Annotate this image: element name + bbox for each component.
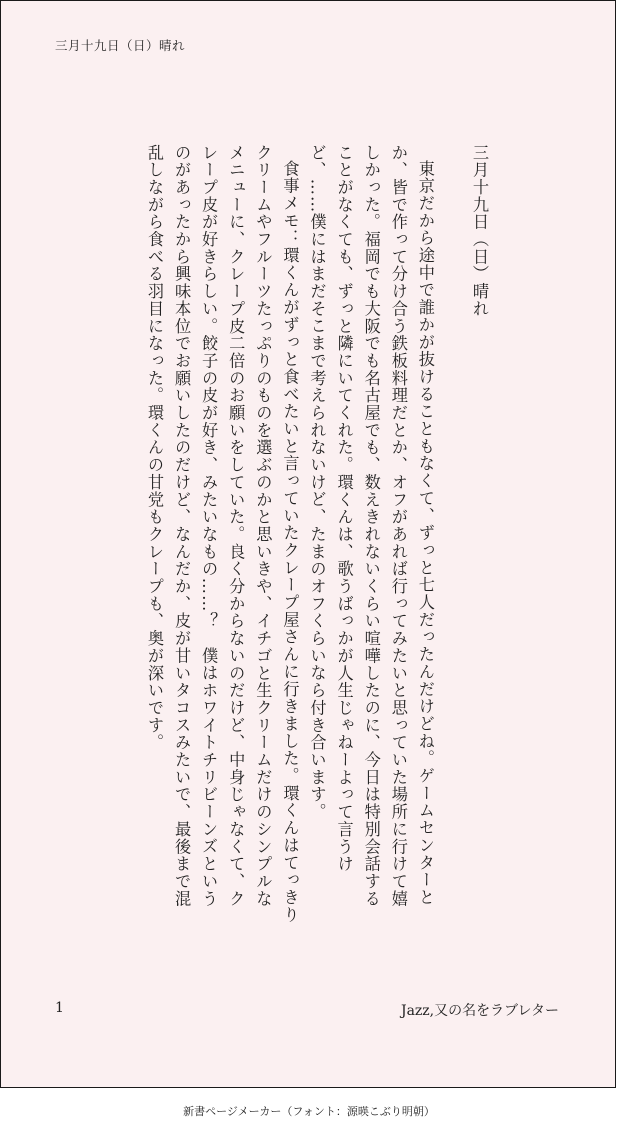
generator-caption: 新書ページメーカー（フォント：源暎こぶり明朝） <box>183 1105 435 1118</box>
running-header: 三月十九日（日）晴れ <box>55 38 186 53</box>
page-number: 1 <box>55 1000 64 1016</box>
article-title: 三月十九日（日）晴れ <box>470 144 489 318</box>
body-text <box>61 144 493 924</box>
paragraph-2: 食事メモ：環くんがずっと食べたいと言っていたクレープ屋さんに行きました。環くんはてっきりクリームやフルーツたっぷりのものを選ぶのかと思いきや、イチゴと生クリームだけのシンプルなメニューに、クレープ皮二倍のお願いをしていた。良く分からないのだけど、中身じゃなくて、クレープ皮が好きらしい。餃子の皮が好き、みたいなもの……？ 僕はホワイトチリビーンズというのがあったから興味本位でお願いしたのだけど、なんだか、皮が甘いタコスみたいで、最後まで混乱しながら食べる羽目になった。環くんの甘党もクレープも、奥が深いです。 <box>144 144 300 924</box>
paragraph-1: 東京だから途中で誰かが抜けることもなくて、ずっと七人だったんだけどね。ゲームセンターとか、皆で作って分け合う鉄板料理だとか、オフがあれば行ってみたいと思っていた場所に行けて嬉しかった。福岡でも大阪でも名古屋でも、数えきれないくらい喧嘩したのに、今日は特別会話することがなくても、ずっと隣にいてくれた。環くんは、歌うばっかが人生じゃねーよって言うけど、……僕にはまだそこまで考えられないけど、たまのオフくらいなら付き合います。 <box>307 144 435 908</box>
book-title: Jazz,又の名をラブレター <box>400 1003 559 1019</box>
